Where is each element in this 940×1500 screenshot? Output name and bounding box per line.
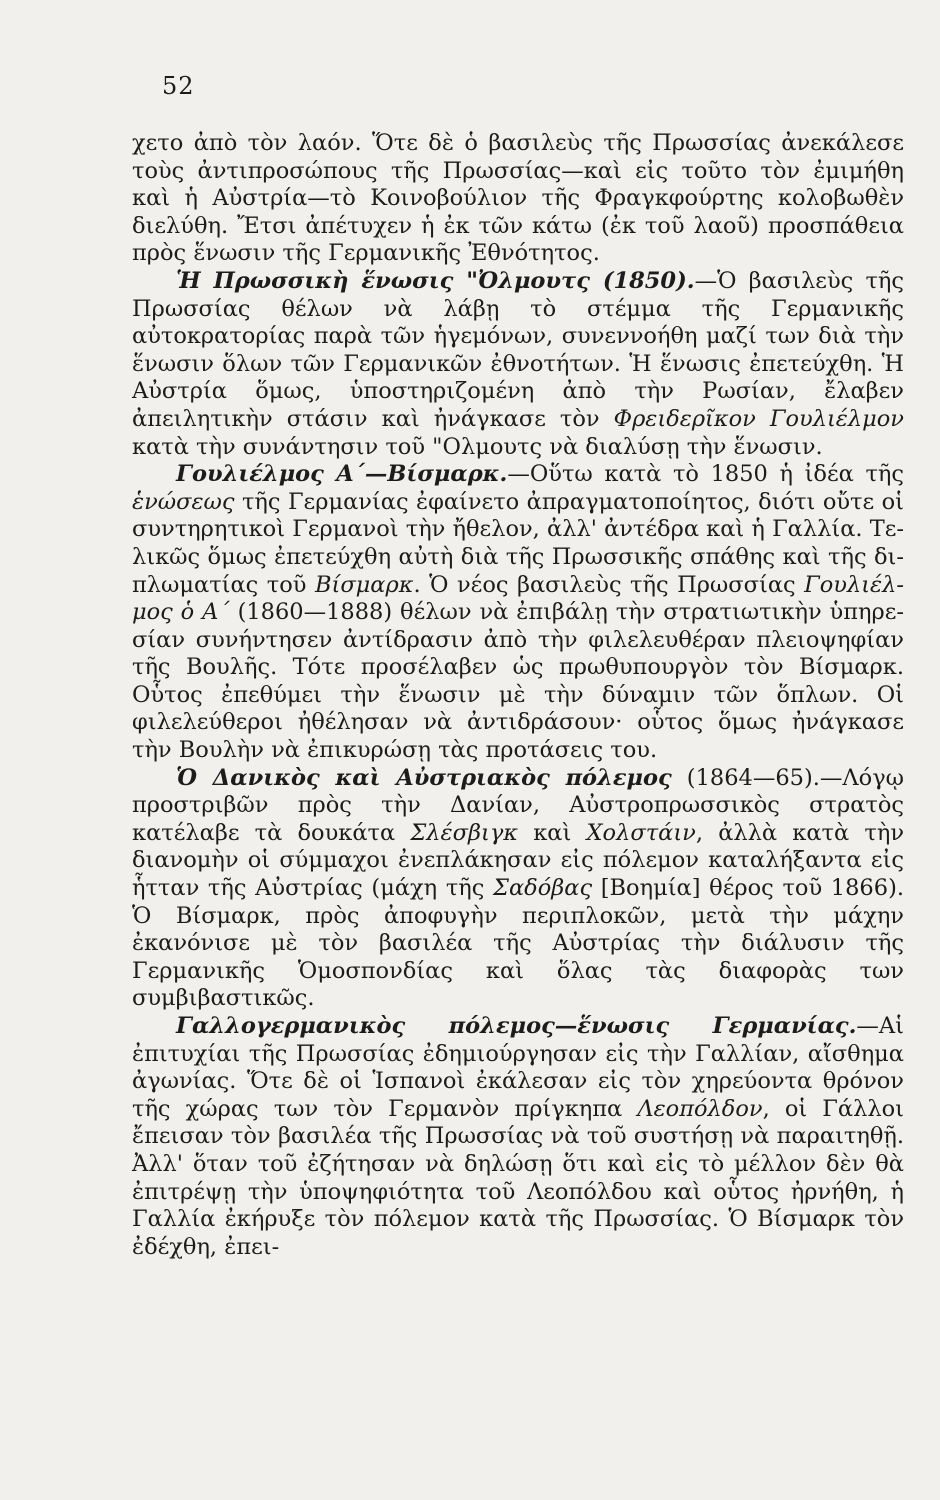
italic-name: Βίσμαρκ (314, 571, 414, 598)
paragraph-text: , οἱ Γάλλοι ἔπεισαν τὸν βασιλέα τῆς Πρωσσίας νὰ τοῦ συστήσῃ νὰ παραιτηθῇ. Ἀλλ' ὅταν τοῦ ἐζήτησαν νὰ δηλώσῃ ὅτι καὶ εἰς τὸ μέλλον δὲν θὰ ἐπιτρέψῃ τὴν ὑποψηφιότητα τοῦ Λεοπόλδου καὶ οὗτος ἠρνήθη, ἡ Γαλλία ἐκήρυξε τὸν πόλεμον κατὰ τῆς Πρωσσίας. Ὁ Βίσμαρκ τὸν ἐδέχθη, ἐπει- (132, 1095, 904, 1260)
section-heading-prussian-union: Ἡ Πρωσσικὴ ἕνωσις "Ὀλμουτς (1850). (176, 267, 695, 294)
paragraph-1: χετο ἀπὸ τὸν λαόν. Ὅτε δὲ ὁ βασιλεὺς τῆς Πρωσσίας ἀνεκάλεσε τοὺς ἀντιπροσώπους τῆς Πρωσσίας—καὶ εἰς τοῦτο τὸν ἐμιμήθη καὶ ἡ Αὐστρία—τὸ Κοινοβούλιον τῆς Φραγκφούρτης κολοβωθὲν διελύθη. Ἔτσι ἀπέτυχεν ἡ ἐκ τῶν κάτω (ἐκ τοῦ λαοῦ) προσπάθεια πρὸς ἕνωσιν τῆς Γερμανικῆς Ἐθνότητος. (132, 130, 904, 267)
paragraph-5 (132, 1013, 904, 1261)
section-heading-danish-austrian-war: Ὁ Δανικὸς καὶ Αὐστριακὸς πόλεμος (176, 764, 672, 791)
italic-term: ἑνώσεως (132, 488, 235, 515)
italic-place: Χολστάιν (586, 819, 696, 846)
paragraph-text: , ἀλλὰ κατὰ τὴν διανομὴν οἱ σύμμαχοι ἐνεπλάκησαν εἰς πόλεμον καταλήξαντα εἰς ἧτταν τῆς Αὐστρίας (μάχη τῆς (132, 819, 904, 902)
section-heading-franco-german-war: Γαλλογερμανικὸς πόλεμος—ἕνωσις Γερμανίας. (176, 1013, 857, 1039)
paragraph-text: (1864—65).—Λόγῳ προστριβῶν πρὸς τὴν Δανίαν, Αὐστροπρωσσικὸς στρατὸς κατέλαβε τὰ δουκάτα (132, 764, 904, 846)
paragraph-text: —Αἱ ἐπιτυχίαι τῆς Πρωσσίας ἐδημιούργησαν εἰς τὴν Γαλλίαν, αἴσθημα ἀγωνίας. Ὅτε δὲ οἱ Ἱσπανοὶ ἐκάλεσαν εἰς τὸν χηρεύοντα θρόνον τῆς χώρας των τὸν Γερμανὸν πρίγκηπα (132, 1013, 904, 1122)
paragraph-text: . Ὁ νέος βασιλεὺς τῆς Πρωσσίας (413, 571, 805, 598)
paragraph-text: —Ὁ βασιλεὺς τῆς Πρωσσίας θέλων νὰ λάβῃ τὸ στέμμα τῆς Γερμανικῆς αὐτοκρατορίας παρὰ τῶν ἡγεμόνων, συνεννοήθη μαζί των διὰ τὴν ἕνωσιν ὅλων τῶν Γερμανικῶν ἐθνοτήτων. Ἡ ἕνωσις ἐπετεύχθη. Ἡ Αὐστρία ὅμως, ὑποστηριζομένη ἀπὸ τὴν Ρωσίαν, ἔλαβεν ἀπειλητικὴν στάσιν καὶ ἠνάγκασε τὸν (132, 267, 904, 432)
italic-name: Λεοπόλδον (637, 1095, 763, 1122)
paragraph-2 (132, 268, 904, 461)
paragraph-text: καὶ (518, 819, 587, 846)
paragraph-text: (1860—1888) θέλων νὰ ἐπιβάλῃ τὴν στρατιωτικὴν ὑπηρεσίαν συνήντησεν ἀντίδρασιν ἀπὸ τὴν φιλελευθέραν πλειοψηφίαν τῆς Βουλῆς. Τότε προσέλαβεν ὡς πρωθυπουργὸν τὸν Βίσμαρκ. Οὗτος ἐπεθύμει τὴν ἕνωσιν μὲ τὴν δύναμιν τῶν ὅπλων. Οἱ φιλελεύθεροι ἠθέλησαν νὰ ἀντιδράσουν· οὗτος ὅμως ἠνάγκασε τὴν Βουλὴν νὰ ἐπικυρώσῃ τὰς προτάσεις του. (132, 599, 904, 764)
paragraph-4 (132, 765, 904, 1013)
paragraph-3 (132, 461, 904, 765)
section-heading-wilhelm-bismarck: Γουλιέλμος Α΄—Βίσμαρκ. (176, 461, 508, 488)
paragraph-text: κατὰ τὴν συνάντησιν τοῦ "Ολμουτς νὰ διαλύσῃ τὴν ἕνωσιν. (132, 433, 823, 460)
italic-name: Γουλιέλμος ὁ Α΄ (132, 571, 904, 626)
paragraph-text: —Οὕτω κατὰ τὸ 1850 ἡ ἰδέα τῆς (507, 461, 904, 488)
italic-place: Σαδόβας (493, 875, 593, 902)
body-text (132, 130, 904, 1261)
paragraph-text: τῆς Γερμανίας ἐφαίνετο ἀπραγματοποίητος, διότι οὔτε οἱ συντηρητικοὶ Γερμανοὶ τὴν ἤθελον, ἀλλ' ἀντέδρα καὶ ἡ Γαλλία. Τελικῶς ὅμως ἐπετεύχθη αὐτὴ διὰ τῆς Πρωσσικῆς σπάθης καὶ τῆς διπλωματίας τοῦ (132, 488, 904, 598)
italic-place: Σλέσβιγκ (410, 819, 519, 846)
page-number: 52 (162, 72, 195, 100)
italic-name: Φρειδερῖκον Γουλιέλμον (613, 405, 904, 432)
paragraph-text: [Βοημία] θέρος τοῦ 1866). Ὁ Βίσμαρκ, πρὸς ἀποφυγὴν περιπλοκῶν, μετὰ τὴν μάχην ἐκανόνισε μὲ τὸν βασιλέα τῆς Αὐστρίας τὴν διάλυσιν τῆς Γερμανικῆς Ὁμοσπονδίας καὶ ὅλας τὰς διαφορὰς των συμβιβαστικῶς. (132, 875, 904, 1012)
